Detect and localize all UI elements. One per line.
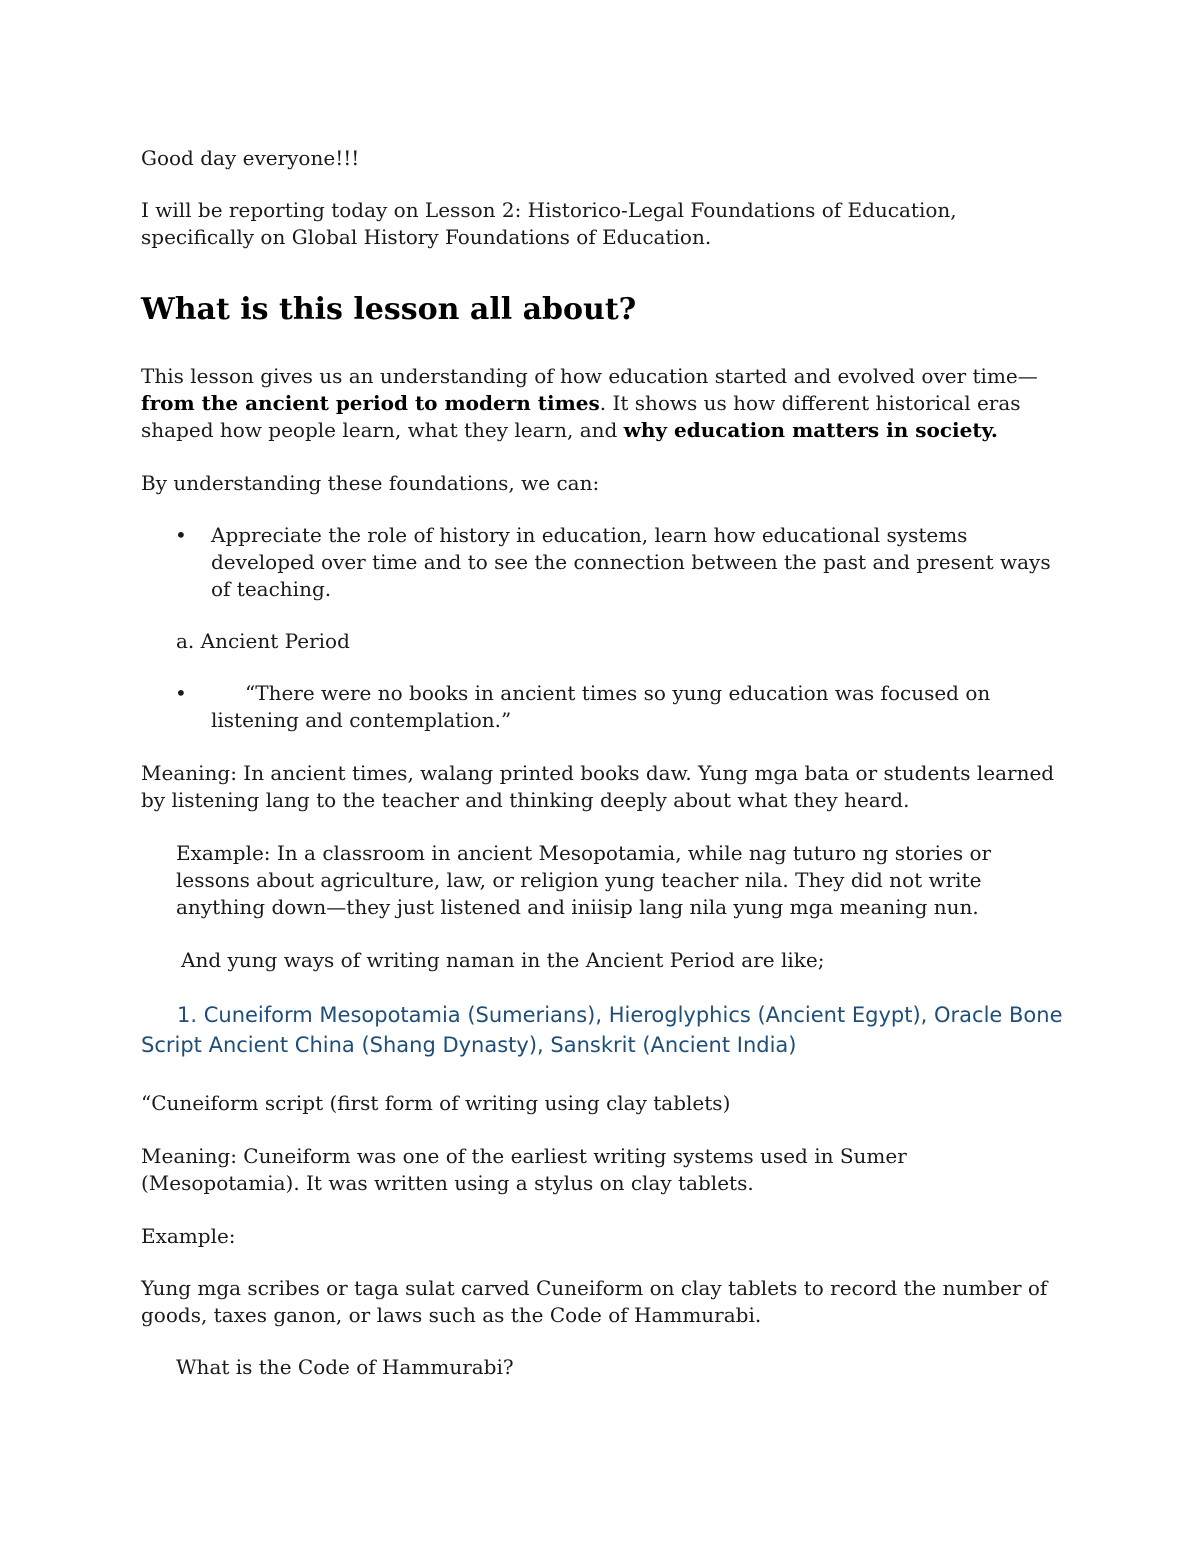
example-label: Example: (141, 1224, 236, 1248)
lead-in-text: By understanding these foundations, we can: (141, 471, 600, 495)
bullet-item (141, 680, 1071, 734)
overview-paragraph (141, 363, 1071, 444)
overview-text-2: . It shows us how different historical eras shaped how people learn, what they learn, and (141, 391, 1021, 442)
intro-paragraph: I will be reporting today on Lesson 2: Historico-Legal Foundations of Education, specifically on Global History Foundations of Education. (141, 198, 957, 249)
example-paragraph-1: Example: In a classroom in ancient Mesopotamia, while nag tuturo ng stories or lessons about agriculture, law, or religion yung teacher nila. They did not write anything down—they just listened and iniisip lang nila yung mga meaning nun. (176, 841, 992, 919)
writing-intro-text: And yung ways of writing naman in the Ancient Period are like; (181, 948, 825, 972)
overview-bold-1: from the ancient period to modern times (141, 391, 600, 415)
greeting-text: Good day everyone!!! (141, 146, 360, 170)
example-paragraph-2: Yung mga scribes or taga sulat carved Cuneiform on clay tablets to record the number of goods, taxes ganon, or laws such as the Code of Hammurabi. (141, 1276, 1048, 1327)
section-heading: What is this lesson all about? (141, 292, 637, 327)
sub-heading-ancient-period: a. Ancient Period (176, 629, 350, 653)
overview-text-1: This lesson gives us an understanding of how education started and evolved over time— (141, 364, 1038, 388)
bullet-list-2 (141, 680, 1071, 734)
question-text: What is the Code of Hammurabi? (176, 1355, 514, 1379)
bullet-dot-icon: • (175, 681, 187, 705)
heading-number: 1. (177, 1003, 198, 1027)
meaning-paragraph-2: Meaning: Cuneiform was one of the earliest writing systems used in Sumer (Mesopotamia). It was written using a stylus on clay tablets. (141, 1144, 907, 1195)
cuneiform-quote: “Cuneiform script (first form of writing using clay tablets) (141, 1091, 731, 1115)
bullet-list-1 (141, 522, 1071, 603)
bullet-dot-icon: • (175, 523, 187, 547)
overview-bold-2: why education matters in society. (623, 418, 998, 442)
bullet-quote-text: “There were no books in ancient times so yung education was focused on listening and contemplation.” (211, 681, 991, 732)
bullet-item (141, 522, 1071, 603)
heading-text: Cuneiform Mesopotamia (Sumerians), Hieroglyphics (Ancient Egypt), Oracle Bone Script Ancient China (Shang Dynasty), Sanskrit (Ancient India) (141, 1003, 1063, 1057)
writing-systems-heading (141, 1000, 1071, 1060)
bullet-text: Appreciate the role of history in education, learn how educational systems developed over time and to see the connection between the past and present ways of teaching. (211, 523, 1051, 601)
meaning-paragraph-1: Meaning: In ancient times, walang printed books daw. Yung mga bata or students learned by listening lang to the teacher and thinking deeply about what they heard. (141, 761, 1055, 812)
document-body (141, 145, 1071, 1381)
